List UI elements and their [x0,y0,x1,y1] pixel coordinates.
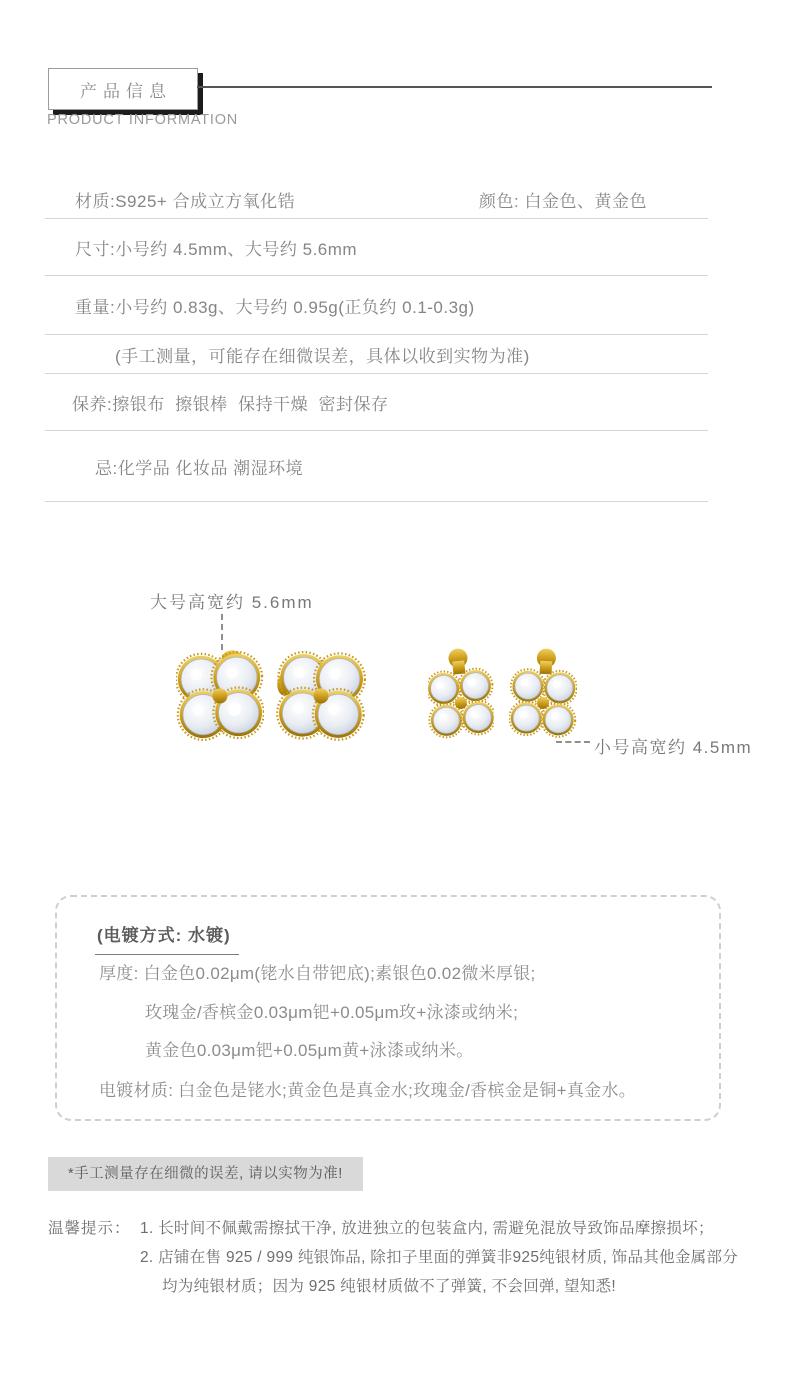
earring-image-large-left [176,648,264,742]
spec-size: 尺寸:小号约 4.5mm、大号约 5.6mm [75,239,358,259]
page-title: 产品信息 [80,81,172,101]
callout-dashed-line-horizontal [556,741,590,743]
page-subtitle: PRODUCT INFORMATION [47,112,239,128]
title-box [48,68,198,110]
plating-thickness-line1: 厚度: 白金色0.02μm(铑水自带钯底);素银色0.02微米厚银; [99,964,536,983]
title-rule [197,86,712,88]
plating-info-box [55,895,721,1121]
spec-material: 材质:S925+ 合成立方氧化锆 [75,191,296,211]
spec-avoid: 忌:化学品 化妆品 潮湿环境 [95,458,304,478]
spec-color: 颜色: 白金色、黄金色 [479,191,647,211]
spec-note: (手工测量，可能存在细微误差，具体以收到实物为准) [115,346,530,366]
plating-thickness-line3: 黄金色0.03μm钯+0.05μm黄+泳漆或纳米。 [145,1041,474,1060]
spec-row-note [45,335,708,374]
spec-row-avoid [45,431,708,502]
earring-image-large-right [276,648,366,742]
plating-header: (电镀方式: 水镀) [95,921,239,955]
spec-row-material [45,180,708,219]
spec-row-size [45,219,708,276]
tip-line-3: 均为纯银材质；因为 925 纯银材质做不了弹簧, 不会回弹, 望知悉! [162,1278,617,1295]
label-large-size: 大号高宽约 5.6mm [150,593,314,612]
label-small-size: 小号高宽约 4.5mm [594,738,753,757]
spec-row-weight [45,276,708,335]
spec-care: 保养:擦银布 擦银棒 保持干燥 密封保存 [72,394,389,414]
tips-label: 温馨提示： [48,1220,131,1237]
spec-table [45,180,708,502]
plating-material-line: 电镀材质: 白金色是铑水;黄金色是真金水;玫瑰金/香槟金是铜+真金水。 [99,1081,637,1100]
earring-image-small-left [428,646,494,742]
earring-image-small-right [509,646,577,742]
spec-weight: 重量:小号约 0.83g、大号约 0.95g(正负约 0.1-0.3g) [75,297,475,317]
measurement-note: *手工测量存在细微的误差, 请以实物为准! [48,1157,363,1191]
spec-row-care [45,374,708,431]
callout-dashed-line-vertical [221,614,223,650]
plating-thickness-line2: 玫瑰金/香槟金0.03μm钯+0.05μm玫+泳漆或纳米; [145,1003,519,1022]
tip-line-2: 2. 店铺在售 925 / 999 纯银饰品, 除扣子里面的弹簧非925纯银材质, 饰品其他金属部分 [140,1249,739,1266]
tip-line-1: 1. 长时间不佩戴需擦拭干净, 放进独立的包装盒内, 需避免混放导致饰品摩擦损坏； [140,1220,714,1237]
